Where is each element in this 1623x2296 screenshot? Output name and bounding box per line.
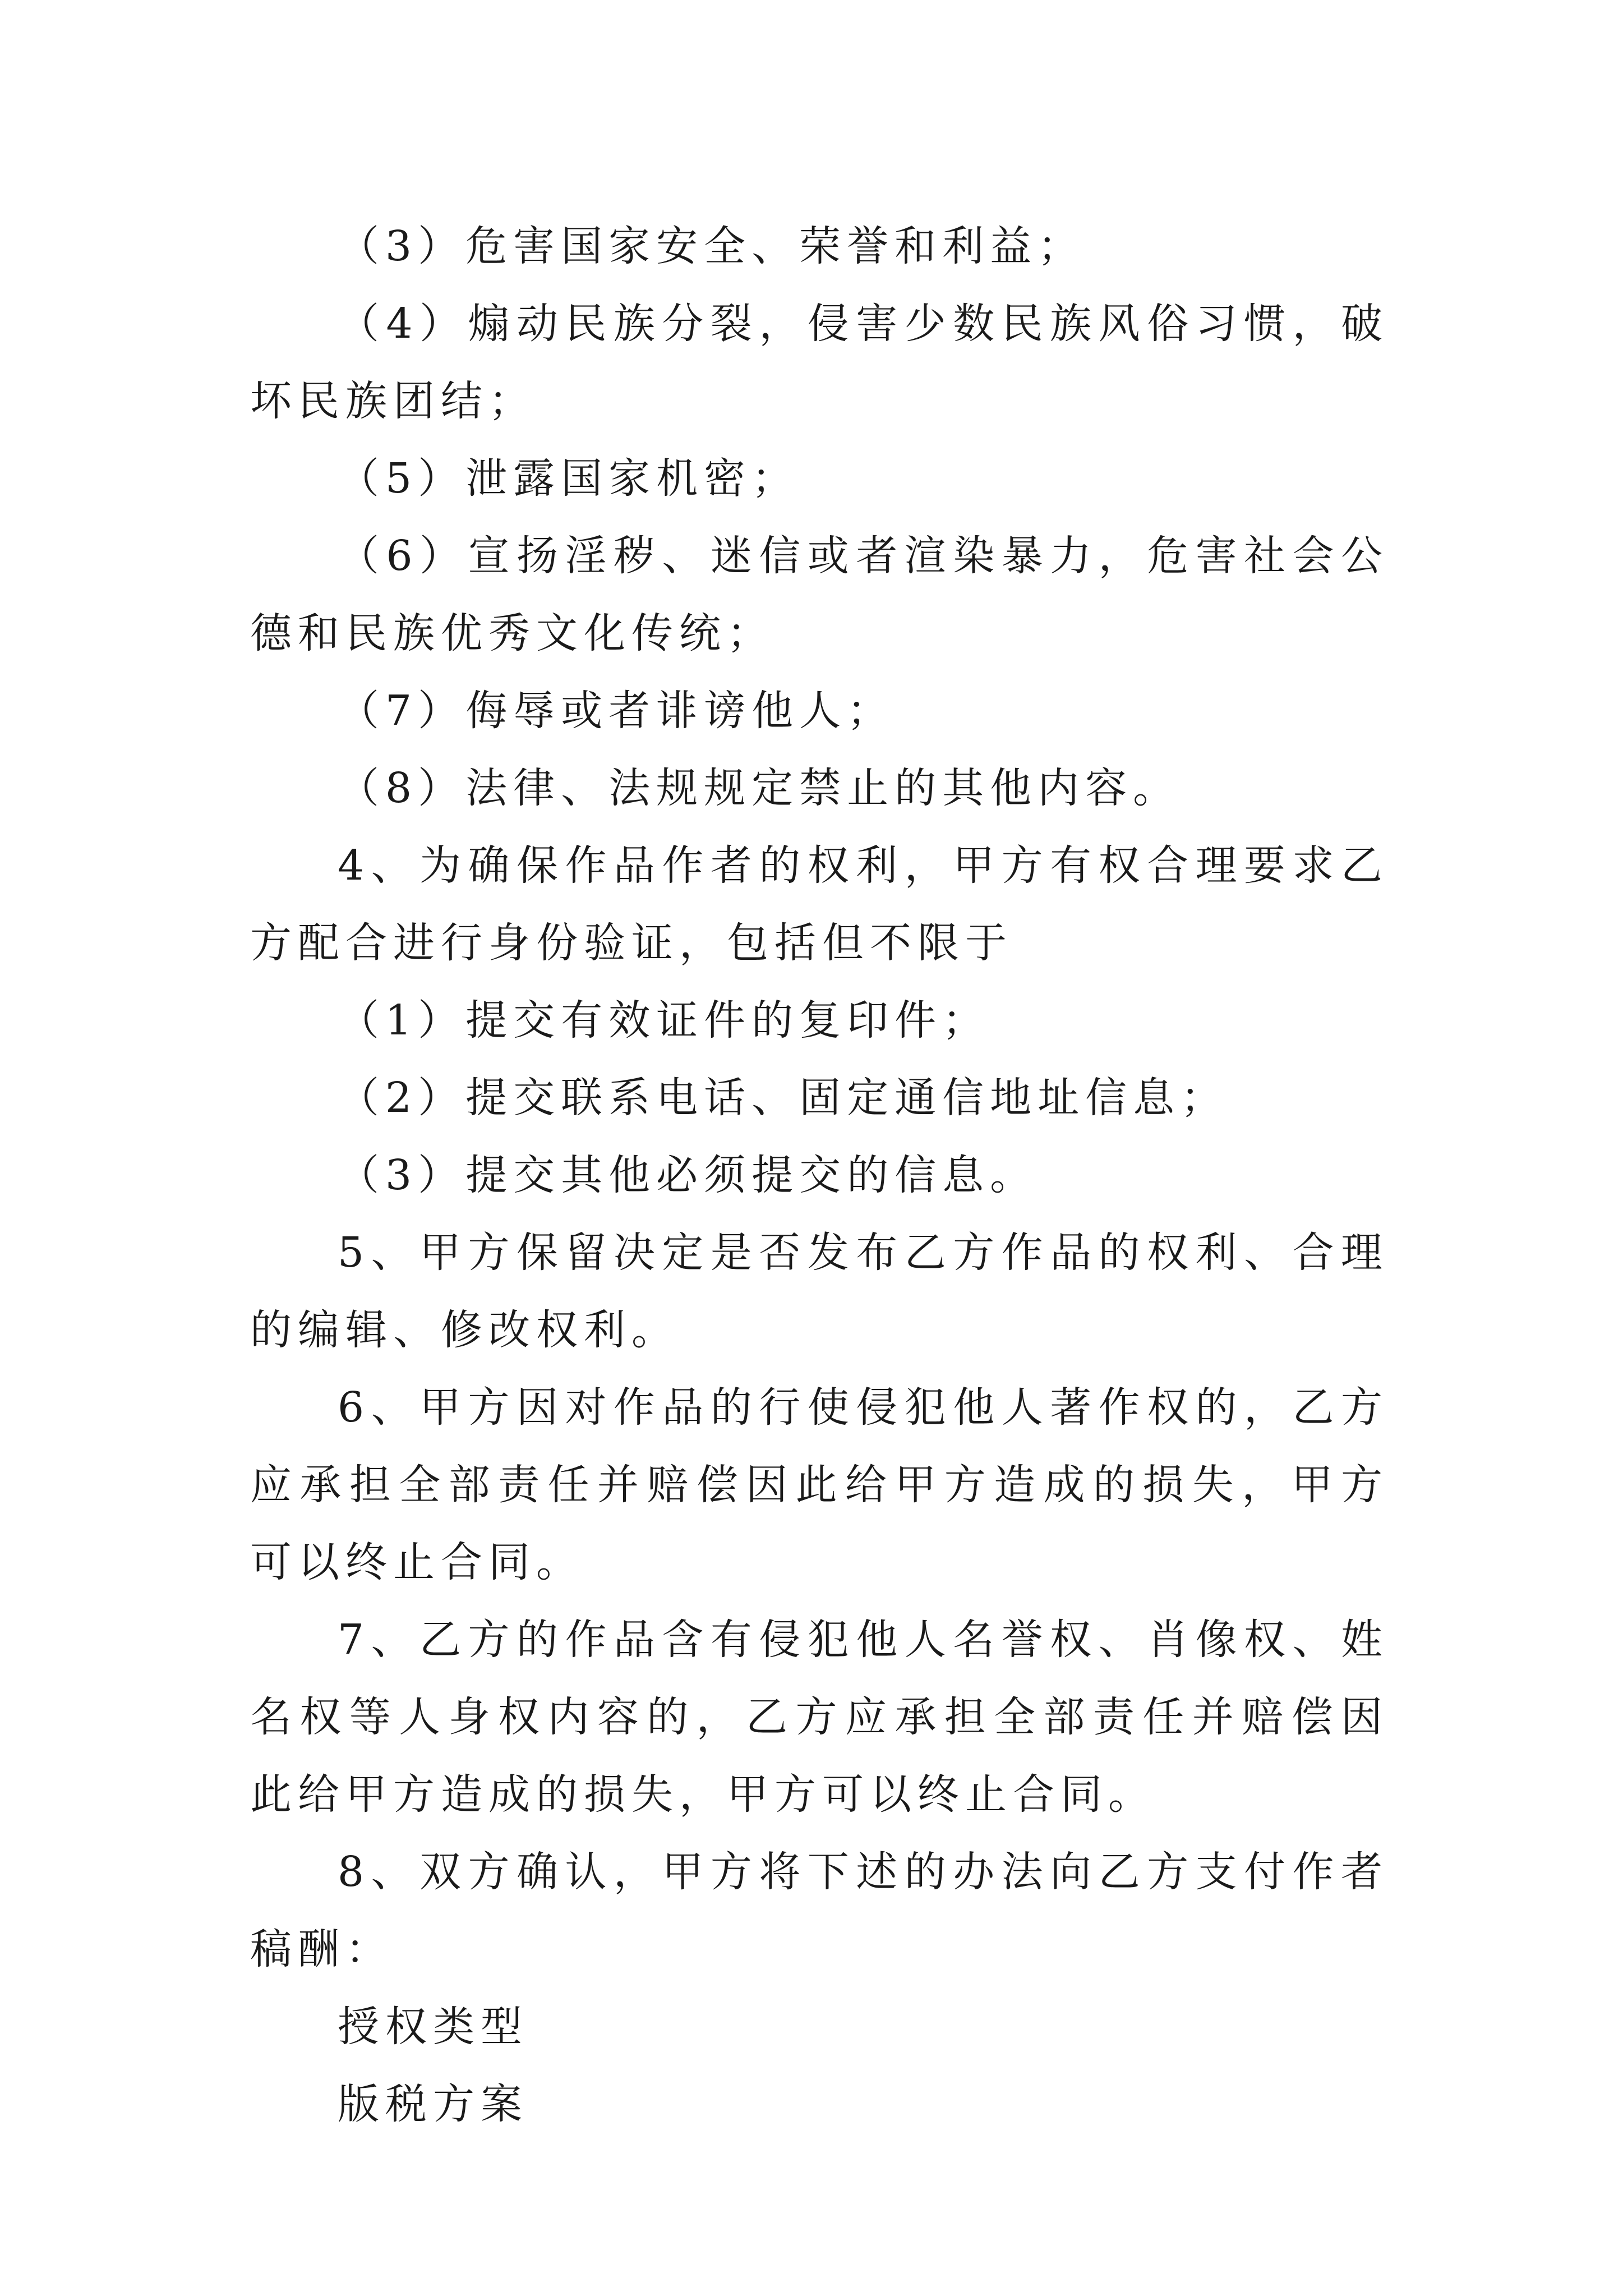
item-3-other-info: （3）提交其他必须提交的信息。	[338, 1151, 1038, 1199]
article-7-personal-rights: 7、乙方的作品含有侵犯他人名誉权、肖像权、姓名权等人身权内容的，乙方应承担全部责任并赔偿因此给甲方造成的损失，甲方可以终止合同。	[250, 1616, 1389, 1819]
document-body	[250, 208, 1389, 2143]
clause-7-defamation: （7）侮辱或者诽谤他人；	[338, 687, 895, 735]
clause-4-ethnic-unity: （4）煽动民族分裂，侵害少数民族风俗习惯，破坏民族团结；	[250, 300, 1389, 425]
article-8-payment: 8、双方确认，甲方将下述的办法向乙方支付作者稿酬：	[250, 1848, 1389, 1973]
article-6-copyright-infringement: 6、甲方因对作品的行使侵犯他人著作权的，乙方应承担全部责任并赔偿因此给甲方造成的损失，甲方可以终止合同。	[250, 1383, 1389, 1586]
item-2-contact-info: （2）提交联系电话、固定通信地址信息；	[338, 1074, 1229, 1122]
label-royalty-plan: 版税方案	[338, 2080, 528, 2128]
item-1-id-copy: （1）提交有效证件的复印件；	[338, 996, 990, 1045]
article-4-identity-verification: 4、为确保作品作者的权利，甲方有权合理要求乙方配合进行身份验证，包括但不限于	[250, 841, 1389, 967]
clause-8-other-prohibited: （8）法律、法规规定禁止的其他内容。	[338, 764, 1181, 812]
clause-5-state-secrets: （5）泄露国家机密；	[338, 454, 800, 503]
clause-6-obscenity: （6）宣扬淫秽、迷信或者渲染暴力，危害社会公德和民族优秀文化传统；	[250, 532, 1389, 657]
article-5-publishing-rights: 5、甲方保留决定是否发布乙方作品的权利、合理的编辑、修改权利。	[250, 1228, 1389, 1354]
clause-3-state-security: （3）危害国家安全、荣誉和利益；	[338, 222, 1086, 270]
label-authorization-type: 授权类型	[338, 2003, 528, 2051]
